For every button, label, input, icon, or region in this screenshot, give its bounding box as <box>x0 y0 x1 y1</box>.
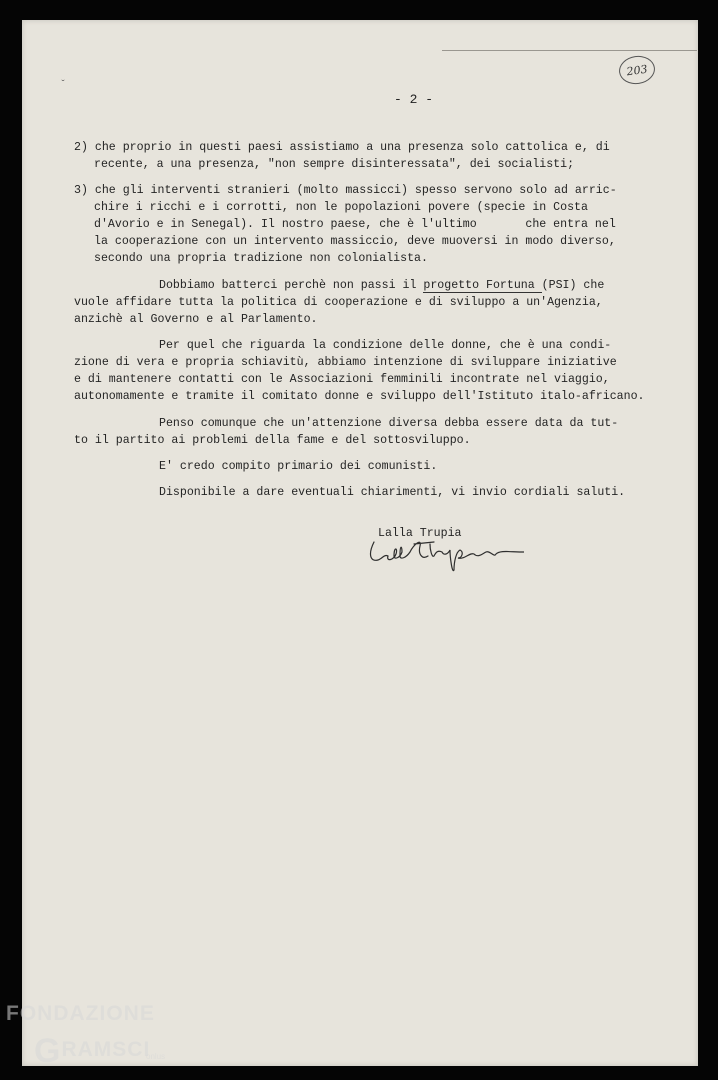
para-5: Disponibile a dare eventuali chiarimenti, vi invio cordiali saluti. <box>159 486 626 499</box>
watermark-line-1: FONDAZIONE <box>6 1002 155 1025</box>
margin-tick-mark: ˇ <box>60 80 67 91</box>
document-page <box>22 20 698 1066</box>
para-1-line-1 <box>159 278 604 293</box>
watermark-g-logo: G <box>34 1032 62 1070</box>
item-3-line-1: 3) che gli interventi stranieri (molto massicci) spesso servono solo ad arric- <box>74 184 617 197</box>
para-3-line-1: Penso comunque che un'attenzione diversa debba essere data da tut- <box>159 417 619 430</box>
handwritten-signature <box>364 530 524 580</box>
top-rule <box>442 50 697 51</box>
archive-page-stamp: 203 <box>617 54 657 87</box>
para-2-line-3: e di mantenere contatti con le Associazioni femminili incontrate nel viaggio, <box>74 373 610 386</box>
para-1-line-1-end: (PSI) che <box>541 279 605 292</box>
para-1-line-3: anzichè al Governo e al Parlamento. <box>74 313 318 326</box>
para-2-line-1: Per quel che riguarda la condizione delle donne, che è una condi- <box>159 339 612 352</box>
watermark-line-3: onlus <box>146 1052 166 1061</box>
para-1-line-1-start: Dobbiamo batterci perchè non passi il <box>159 279 424 292</box>
page-number: - 2 - <box>394 92 434 107</box>
watermark-line-2-rest: RAMSCI <box>61 1038 151 1061</box>
item-2-line-1: 2) che proprio in questi paesi assistiamo a una presenza solo cattolica e, di <box>74 141 610 154</box>
para-2-line-4: autonomamente e tramite il comitato donne e sviluppo dell'Istituto italo-africano. <box>74 390 645 403</box>
watermark-line-2 <box>34 1026 151 1070</box>
item-3-line-2: chire i ricchi e i corrotti, non le popolazioni povere (specie in Costa <box>94 201 588 214</box>
item-2-line-2: recente, a una presenza, "non sempre disinteressata", dei socialisti; <box>94 158 575 171</box>
item-3-line-5: secondo una propria tradizione non colonialista. <box>94 252 428 265</box>
item-3-line-4: la cooperazione con un intervento massiccio, deve muoversi in modo diverso, <box>94 235 616 248</box>
para-4: E' credo compito primario dei comunisti. <box>159 460 438 473</box>
progetto-fortuna-underlined: progetto Fortuna <box>423 279 542 292</box>
fondazione-gramsci-watermark <box>6 1002 166 1070</box>
para-2-line-2: zione di vera e propria schiavitù, abbiamo intenzione di sviluppare iniziative <box>74 356 617 369</box>
para-1-line-2: vuole affidare tutta la politica di cooperazione e di sviluppo a un'Agenzia, <box>74 296 603 309</box>
item-3-line-3: d'Avorio e in Senegal). Il nostro paese, che è l'ultimo che entra nel <box>94 218 616 231</box>
signer-typed-name: Lalla Trupia <box>378 527 462 540</box>
para-3-line-2: to il partito ai problemi della fame e del sottosviluppo. <box>74 434 471 447</box>
